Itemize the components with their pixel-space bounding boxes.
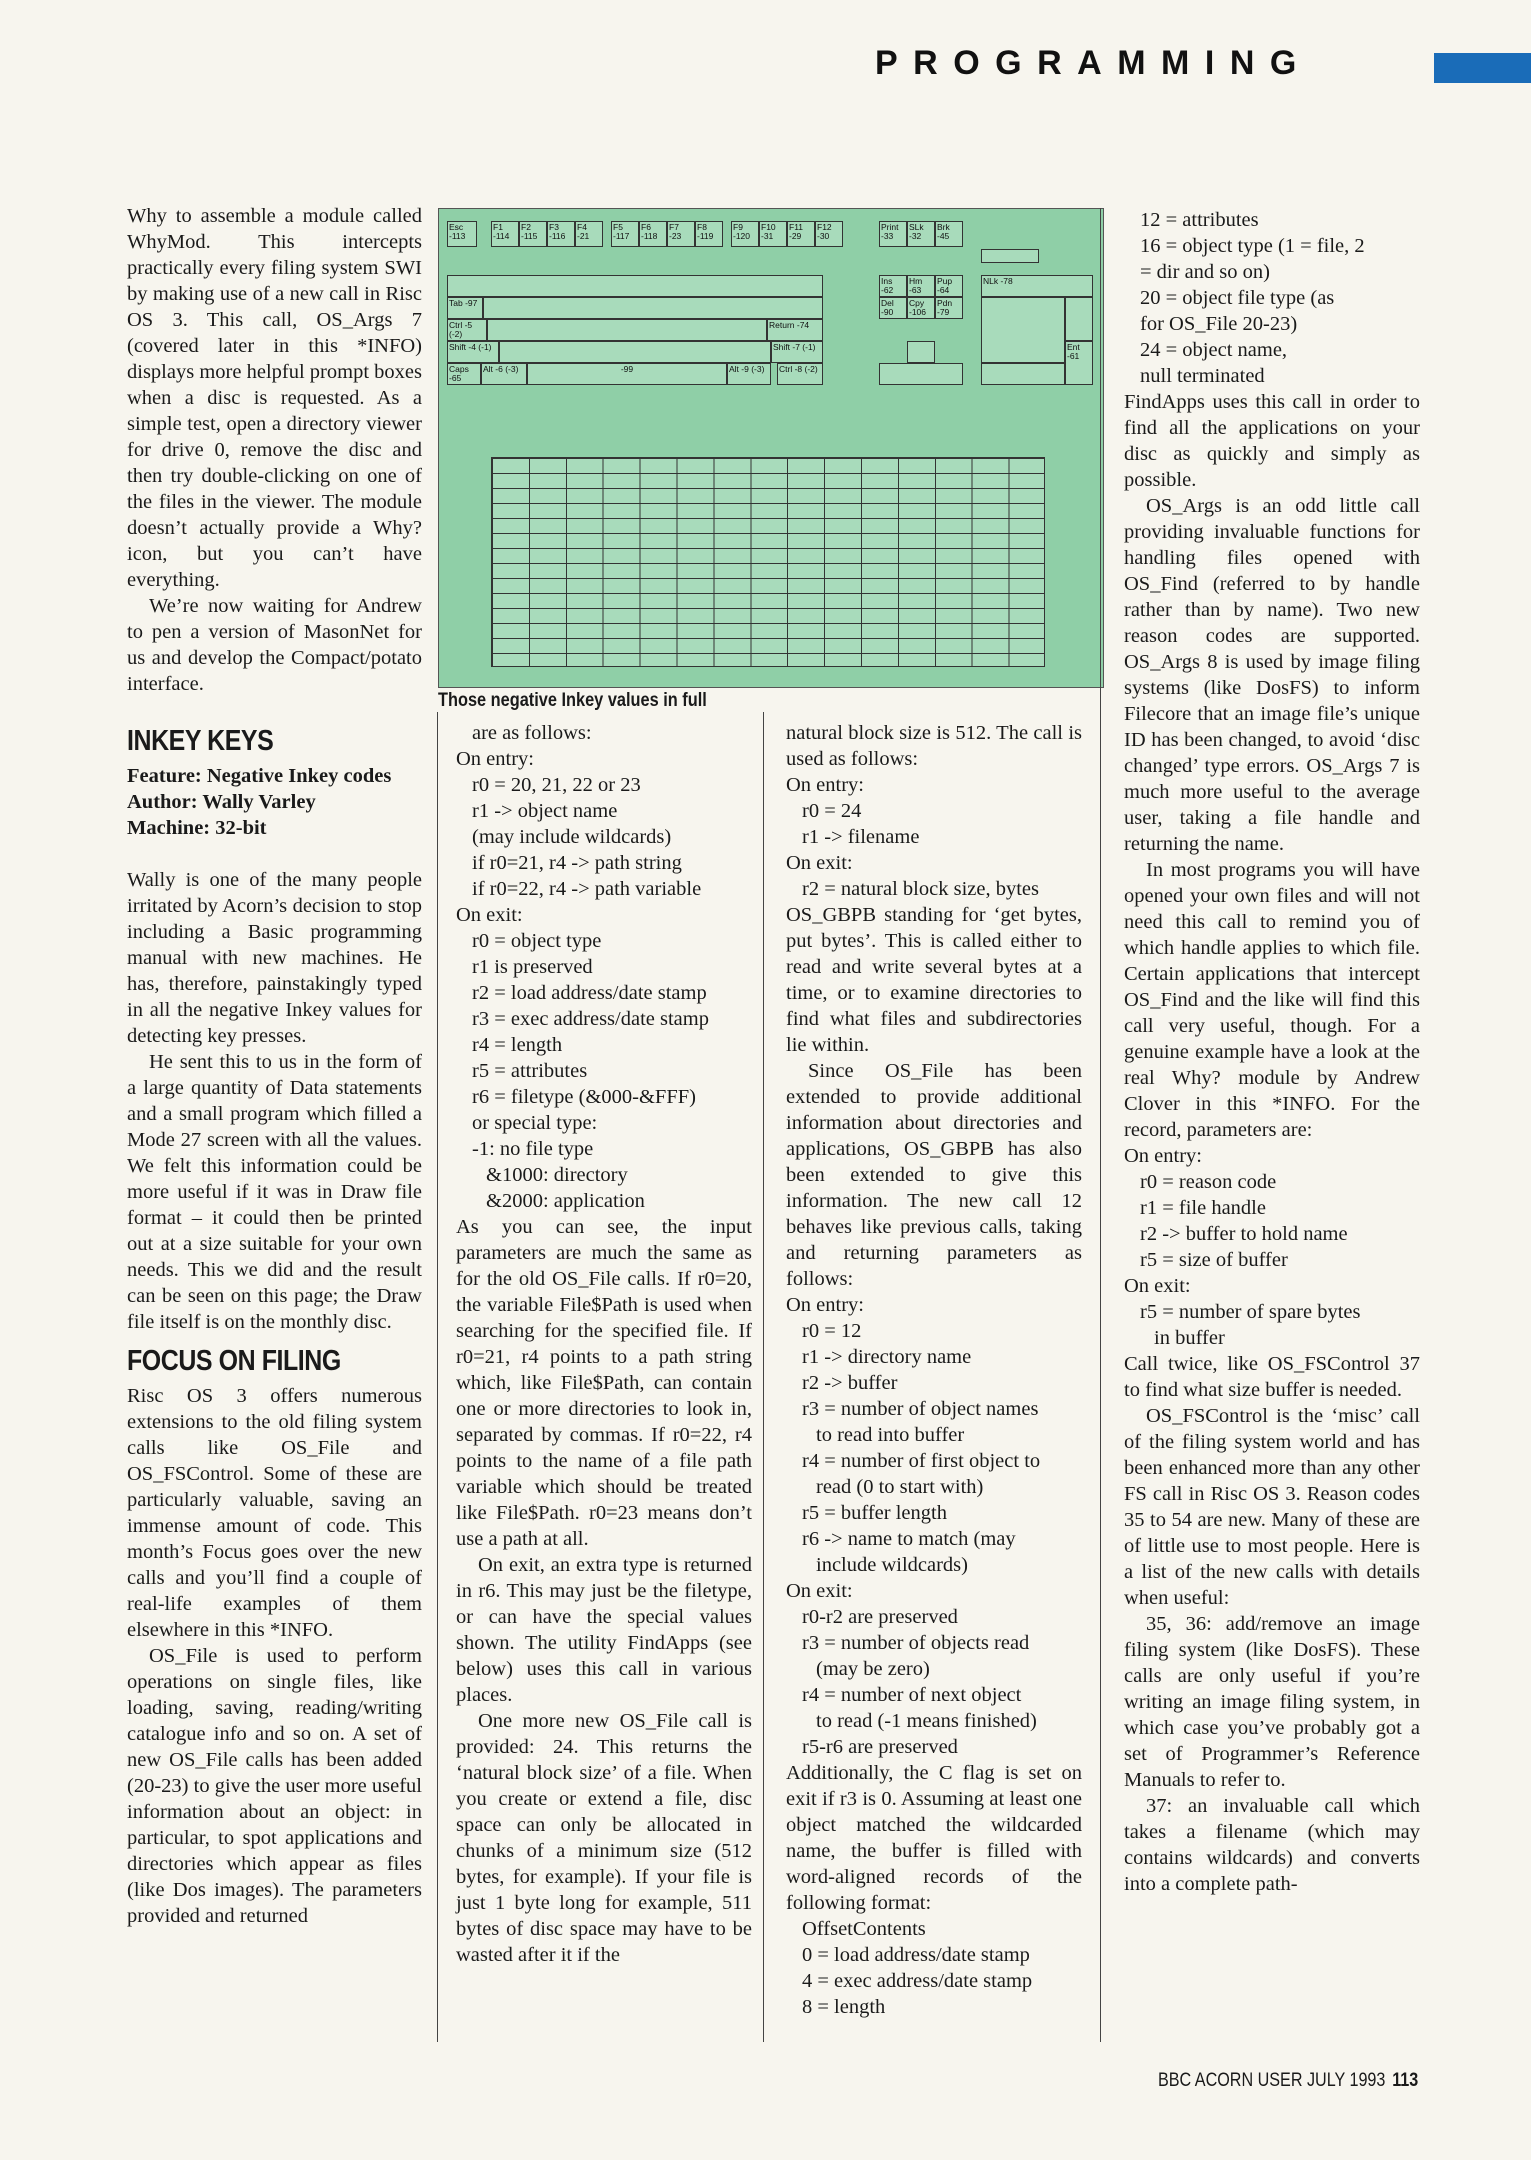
paragraph: Wally is one of the many people irritated by Acorn’s decision to stop including a Basic programming manual with new machines. He has, therefore, painstakingly typed in all the negative Inkey values for detecting key presses.: [127, 869, 422, 1047]
text-line: r1 -> filename: [802, 826, 920, 848]
paragraph: On exit, an extra type is returned in r6. This may just be the filetype, or can have the special values shown. The utility FindApps (see below) uses this call in various places.: [456, 1554, 752, 1706]
text-line: 20 = object file type (as: [1140, 287, 1335, 309]
key-f1: F1 -114: [491, 221, 519, 247]
text-line: r1 -> directory name: [802, 1346, 972, 1368]
key-f10: F10 -31: [759, 221, 787, 247]
inkey-value-table: [491, 457, 1045, 667]
text-line: if r0=21, r4 -> path string: [472, 852, 682, 874]
text-line: r0-r2 are preserved: [802, 1606, 958, 1628]
key-row-qwerty: [483, 297, 823, 319]
text-line: 0 = load address/date stamp: [802, 1944, 1030, 1966]
key-f5: F5 -117: [611, 221, 639, 247]
key-f8: F8 -119: [695, 221, 723, 247]
key-copy: Cpy -106: [907, 297, 935, 319]
key-caps: Caps -65: [447, 363, 481, 385]
column-3: [786, 720, 1082, 2020]
text-line: 12 = attributes: [1140, 209, 1259, 231]
text-line: null terminated: [1140, 365, 1265, 387]
text-line: -1: no file type: [472, 1138, 594, 1160]
paragraph: OS_File is used to perform operations on single files, like loading, saving, reading/writing catalogue info and so on. A set of new OS_File calls has been added (20-23) to give the user more useful information about an object: in particular, to spot applications and directories which appear as files (like Dos images). The parameters provided and returned: [127, 1645, 422, 1927]
key-numlock-row: NLk -78: [981, 275, 1093, 297]
paragraph: 37: an invaluable call which takes a filename (which may contains wildcards) and converts into a complete path-: [1124, 1795, 1420, 1895]
paragraph: We’re now waiting for Andrew to pen a version of MasonNet for us and develop the Compact/potato interface.: [127, 595, 422, 695]
text-line: On entry:: [456, 748, 534, 770]
key-row-bottom: [499, 341, 771, 363]
text-line: &1000: directory: [486, 1164, 628, 1186]
paragraph: natural block size is 512. The call is used as follows:: [786, 722, 1082, 770]
paragraph: FindApps uses this call in order to find all the applications on your disc as quickly and simply as possible.: [1124, 391, 1420, 491]
key-print: Print -33: [879, 221, 907, 247]
paragraph: Call twice, like OS_FSControl 37 to find what size buffer is needed.: [1124, 1353, 1420, 1401]
text-line: r5-r6 are preserved: [802, 1736, 958, 1758]
key-tab: Tab -97: [447, 297, 483, 319]
text-line: r4 = length: [472, 1034, 563, 1056]
key-f4: F4 -21: [575, 221, 603, 247]
text-line: r2 = load address/date stamp: [472, 982, 707, 1004]
key-insert: Ins -62: [879, 275, 907, 297]
text-line: On exit:: [456, 904, 523, 926]
text-line: = dir and so on): [1140, 261, 1270, 283]
key-f2: F2 -115: [519, 221, 547, 247]
meta-machine: Machine: 32-bit: [127, 817, 267, 839]
text-line: r1 is preserved: [472, 956, 593, 978]
key-page-up: Pup -64: [935, 275, 963, 297]
key-ctrl: Ctrl -5 (-2): [447, 319, 487, 341]
key-f7: F7 -23: [667, 221, 695, 247]
paragraph: One more new OS_File call is provided: 24. This returns the ‘natural block size’ of a file. When you create or extend a file, disc space can only be allocated in chunks of a minimum size (512 bytes, for example). If your file is just 1 byte long for example, 511 bytes of disc space may have to be wasted after it if the: [456, 1710, 752, 1966]
paragraph: OS_FSControl is the ‘misc’ call of the filing system world and has been enhanced more than any other FS call in Risc OS 3. Reason codes 35 to 54 are new. Many of these are of little use to most people. Here is a list of the new calls with details when useful:: [1124, 1405, 1420, 1609]
text-line: r0 = object type: [472, 930, 602, 952]
text-line: r2 -> buffer to hold name: [1140, 1223, 1348, 1245]
text-line: On entry:: [1124, 1145, 1202, 1167]
key-return: Return -74: [767, 319, 823, 341]
keypad-numbers: [981, 297, 1065, 363]
key-page-down: Pdn -79: [935, 297, 963, 319]
paragraph: Risc OS 3 offers numerous extensions to the old filing system calls like OS_File and OS_FSControl. Some of these are particularly valuable, saving an immense amount of code. This month’s Focus goes over the new calls and you’ll find a couple of real-life examples of them elsewhere in this *INFO.: [127, 1385, 422, 1641]
text-line: r3 = number of object names: [802, 1398, 1039, 1420]
text-line: r5 = buffer length: [802, 1502, 947, 1524]
key-f12: F12 -30: [815, 221, 843, 247]
keypad-enter: Ent -61: [1065, 341, 1093, 385]
text-line: r6 = filetype (&000-&FFF): [472, 1086, 696, 1108]
text-line: in buffer: [1154, 1327, 1225, 1349]
text-line: r0 = 20, 21, 22 or 23: [472, 774, 641, 796]
column-rule: [763, 712, 764, 2042]
paragraph: OS_GBPB standing for ‘get bytes, put bytes’. This is called either to read and write several bytes at a time, or to examine directories to find what files and subdirectories lie within.: [786, 904, 1082, 1056]
text-line: On exit:: [786, 1580, 853, 1602]
text-line: include wildcards): [816, 1554, 968, 1576]
keypad-zero: [981, 363, 1065, 385]
key-scroll-lock: SLk -32: [907, 221, 935, 247]
text-line: r6 -> name to match (may: [802, 1528, 1016, 1550]
key-space: -99: [527, 363, 727, 385]
keypad-plus: [1065, 297, 1093, 341]
meta-feature: Feature: Negative Inkey codes: [127, 765, 392, 787]
paragraph: He sent this to us in the form of a large quantity of Data statements and a small program which filled a Mode 27 screen with all the values. We felt this information could be more useful if it was in Draw file format – it could then be printed out at a size suitable for your own needs. This we did and the result can be seen on this page; the Draw file itself is on the monthly disc.: [127, 1051, 422, 1333]
key-delete: Del -90: [879, 297, 907, 319]
text-line: r1 = file handle: [1140, 1197, 1266, 1219]
text-line: r2 = natural block size, bytes: [802, 878, 1039, 900]
column-1: [127, 203, 422, 1929]
key-esc: Esc -113: [447, 221, 477, 247]
meta-author: Author: Wally Varley: [127, 791, 316, 813]
text-line: (may include wildcards): [472, 826, 672, 848]
text-line: r5 = attributes: [472, 1060, 588, 1082]
column-rule: [1100, 208, 1101, 2042]
section-color-bar: [1434, 53, 1531, 83]
section-header: PROGRAMMING: [875, 44, 1312, 82]
text-line: r3 = number of objects read: [802, 1632, 1030, 1654]
key-shift-right: Shift -7 (-1): [771, 341, 823, 363]
paragraph: Since OS_File has been extended to provide additional information about directories and applications, OS_GBPB has also been extended to give this information. The new call 12 behaves like previous calls, taking and returning parameters as follows:: [786, 1060, 1082, 1290]
text-line: r2 -> buffer: [802, 1372, 898, 1394]
paragraph: Why to assemble a module called WhyMod. This intercepts practically every filing system SWI by making use of a new call in Risc OS 3. This call, OS_Args 7 (covered later in this *INFO) displays more helpful prompt boxes when a disc is requested. As a simple test, open a directory viewer for drive 0, remove the disc and then try double-clicking on one of the files in the viewer. The module doesn’t actually provide a Why? icon, but you can’t have everything.: [127, 205, 422, 591]
text-line: are as follows:: [472, 722, 592, 744]
text-line: r0 = 24: [802, 800, 862, 822]
paragraph: 35, 36: add/remove an image filing system (like DosFS). These calls are only useful if you’re writing an image filing system, in which case you’ve probably got a set of Programmer’s Reference Manuals to refer to.: [1124, 1613, 1420, 1791]
text-line: 24 = object name,: [1140, 339, 1288, 361]
text-line: r4 = number of first object to: [802, 1450, 1041, 1472]
key-f11: F11 -29: [787, 221, 815, 247]
section-heading-focus: FOCUS ON FILING: [127, 1345, 341, 1377]
table-header: OffsetContents: [802, 1918, 926, 1940]
text-line: On exit:: [1124, 1275, 1191, 1297]
key-alt: Alt -6 (-3): [481, 363, 527, 385]
key-home: Hm -63: [907, 275, 935, 297]
column-4: [1124, 207, 1420, 1897]
key-break: Brk -45: [935, 221, 963, 247]
key-alt-right: Alt -9 (-3): [727, 363, 771, 385]
paragraph: Additionally, the C flag is set on exit if r3 is 0. Assuming at least one object matched the wildcarded name, the buffer is filled with word-aligned records of the following format:: [786, 1762, 1082, 1914]
column-rule: [437, 712, 438, 2042]
keyboard-figure: [438, 208, 1104, 688]
text-line: 16 = object type (1 = file, 2: [1140, 235, 1365, 257]
text-line: to read (-1 means finished): [816, 1710, 1037, 1732]
text-line: 4 = exec address/date stamp: [802, 1970, 1033, 1992]
text-line: (may be zero): [816, 1658, 930, 1680]
text-line: &2000: application: [486, 1190, 645, 1212]
key-f9: F9 -120: [731, 221, 759, 247]
key-arrows: [879, 363, 963, 385]
text-line: On exit:: [786, 852, 853, 874]
paragraph: In most programs you will have opened your own files and will not need this call to remind you of which handle applies to which file. Certain applications that intercept OS_Find and the like will find this call very useful, though. For a genuine example have a look at the real Why? module by Andrew Clover in this *INFO. For the record, parameters are:: [1124, 859, 1420, 1141]
text-line: or special type:: [472, 1112, 598, 1134]
text-line: r4 = number of next object: [802, 1684, 1022, 1706]
text-line: r5 = size of buffer: [1140, 1249, 1288, 1271]
led-panel: [981, 249, 1039, 263]
text-line: 8 = length: [802, 1996, 886, 2018]
text-line: r1 -> object name: [472, 800, 618, 822]
paragraph: OS_Args is an odd little call providing invaluable functions for handling files opened with OS_Find (referred to by handle rather than by name). Two new reason codes are supported. OS_Args 8 is used by image filing systems (like DosFS) to inform Filecore that an image file’s unique ID has been changed, to avoid ‘disc changed’ type errors. OS_Args 7 is much more useful to the average user, taking a file handle and returning the name.: [1124, 495, 1420, 855]
text-line: On entry:: [786, 1294, 864, 1316]
section-heading-inkey: INKEY KEYS: [127, 725, 274, 757]
page-footer: [1158, 2070, 1475, 2092]
text-line: if r0=22, r4 -> path variable: [472, 878, 702, 900]
text-line: On entry:: [786, 774, 864, 796]
text-line: for OS_File 20-23): [1140, 313, 1298, 335]
key-f6: F6 -118: [639, 221, 667, 247]
column-2: [456, 720, 752, 1968]
page-number: 113: [1392, 2070, 1419, 2091]
key-ctrl-right: Ctrl -8 (-2): [777, 363, 823, 385]
key-f3: F3 -116: [547, 221, 575, 247]
issue-label: BBC ACORN USER JULY 1993: [1158, 2070, 1386, 2091]
text-line: to read into buffer: [816, 1424, 965, 1446]
text-line: r0 = reason code: [1140, 1171, 1277, 1193]
key-shift: Shift -4 (-1): [447, 341, 499, 363]
text-line: r3 = exec address/date stamp: [472, 1008, 709, 1030]
key-row-numbers: [447, 275, 823, 297]
text-line: read (0 to start with): [816, 1476, 984, 1498]
paragraph: As you can see, the input parameters are much the same as for the old OS_File calls. If r0=20, the variable File$Path is used when searching for the specified file. If r0=21, r4 points to a path string which, like File$Path, can contain one or more directories to look in, separated by commas. If r0=22, r4 points to the name of a file path variable which should be treated like File$Path. r0=23 means don’t use a path at all.: [456, 1216, 752, 1550]
key-up: [907, 341, 935, 363]
text-line: r5 = number of spare bytes: [1140, 1301, 1361, 1323]
figure-caption: Those negative Inkey values in full: [438, 690, 707, 711]
text-line: r0 = 12: [802, 1320, 862, 1342]
key-row-home: [487, 319, 767, 341]
